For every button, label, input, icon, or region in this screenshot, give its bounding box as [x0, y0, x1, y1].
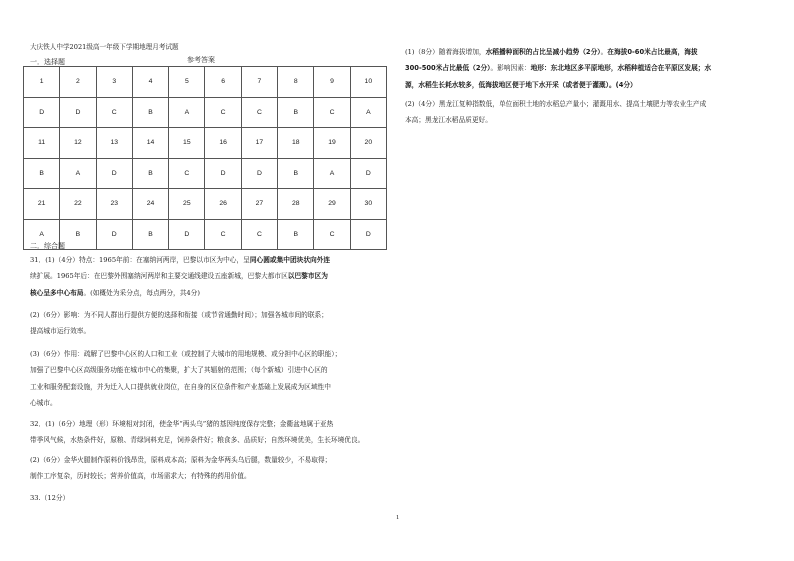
question-number-cell: 22: [60, 189, 96, 220]
answer-cell: D: [24, 97, 60, 128]
question-number-cell: 21: [24, 189, 60, 220]
question-number-cell: 1: [24, 67, 60, 98]
answer-cell: D: [169, 219, 205, 250]
q32-1-line2: 带季风气候，水热条件好，原粮、青绿饲料充足，饲养条件好；粮食多、品质好；自然环境优美，生长环境优良。: [30, 436, 365, 445]
q31-3-line2: 加强了巴黎中心区高级服务功能在城市中心的集聚，扩大了其辐射的范围；（每个新城）引进中心区的: [30, 366, 328, 375]
answer-cell: B: [132, 219, 168, 250]
q32-2-line2: 制作工序复杂，历时较长；营养价值高，市场需求大；有特殊的药用价值。: [30, 472, 251, 481]
answer-cell: C: [205, 219, 241, 250]
r-p1-line2: 300-500米占比最低（2分）。影响因素：地形：东北地区多平原地形，水稻种植适合在平原区发展；水: [405, 64, 712, 73]
answer-cell: A: [169, 97, 205, 128]
question-number-cell: 5: [169, 67, 205, 98]
question-number-cell: 19: [314, 128, 350, 159]
section1-title: 一．选择题: [30, 58, 65, 66]
question-number-cell: 26: [205, 189, 241, 220]
question-number-cell: 20: [350, 128, 386, 159]
question-number-cell: 24: [132, 189, 168, 220]
answer-cell: A: [350, 97, 386, 128]
q32-1-line1: 32．(1)（6分）地理（形）环境相对封闭，使金华“两头乌”猪的基因纯度保存完整；金衢盆地属于亚热: [30, 420, 334, 428]
question-number-cell: 15: [169, 128, 205, 159]
answer-cell: B: [60, 219, 96, 250]
grid-row: [24, 128, 387, 159]
q31-2-line2: 提高城市运行效率。: [30, 327, 91, 336]
question-number-cell: 9: [314, 67, 350, 98]
answer-cell: B: [24, 158, 60, 189]
question-number-cell: 11: [24, 128, 60, 159]
q31-1-line2: 续扩展。1965年后：在巴黎外围塞纳河两岸和主要交通线建设五座新城，巴黎大都市区以巴黎市区为: [30, 272, 328, 281]
question-number-cell: 16: [205, 128, 241, 159]
grid-row: [24, 189, 387, 220]
question-number-cell: 3: [96, 67, 132, 98]
question-number-cell: 29: [314, 189, 350, 220]
r-p2-line2: 本高；黑龙江水稻品质更好。: [405, 116, 492, 125]
answer-grid: [23, 66, 387, 250]
question-number-cell: 8: [278, 67, 314, 98]
left-answers: [30, 252, 395, 512]
question-number-cell: 25: [169, 189, 205, 220]
answer-cell: C: [205, 97, 241, 128]
question-number-cell: 12: [60, 128, 96, 159]
question-number-cell: 28: [278, 189, 314, 220]
answer-cell: C: [169, 158, 205, 189]
answer-cell: C: [314, 219, 350, 250]
grid-row: [24, 97, 387, 128]
question-number-cell: 30: [350, 189, 386, 220]
question-number-cell: 17: [241, 128, 277, 159]
answer-cell: B: [132, 158, 168, 189]
question-number-cell: 10: [350, 67, 386, 98]
question-number-cell: 18: [278, 128, 314, 159]
grid-row: [24, 158, 387, 189]
answer-cell: D: [350, 158, 386, 189]
r-p1-line1: (1)（8分）随着海拔增加，水稻播种面积的占比呈减小趋势（2分）。在海拔0-60米占比最高，海拔: [405, 48, 698, 56]
right-answers: [405, 44, 770, 134]
answer-cell: C: [241, 219, 277, 250]
answer-cell: D: [60, 97, 96, 128]
q31-1-line3: 核心呈多中心布局。(如概处为采分点，每点两分，共4分): [30, 288, 200, 297]
q31-3-line3: 工业和服务配套设施，并为迁入人口提供就业岗位，在自身的区位条件和产业基础上发展成为区域性中: [30, 382, 331, 391]
answer-cell: A: [24, 219, 60, 250]
page-number: 1: [396, 514, 400, 521]
answer-cell: B: [132, 97, 168, 128]
answer-cell: A: [60, 158, 96, 189]
q31-1-line1: 31．(1)（4分）特点：1965年前：在塞纳河两岸，巴黎以市区为中心，呈同心圆或集中团块状向外连: [30, 256, 331, 264]
answer-title: 参考答案: [187, 56, 215, 64]
question-number-cell: 7: [241, 67, 277, 98]
answer-cell: C: [241, 97, 277, 128]
answer-cell: D: [350, 219, 386, 250]
answer-cell: B: [278, 158, 314, 189]
answer-cell: D: [205, 158, 241, 189]
question-number-cell: 2: [60, 67, 96, 98]
question-number-cell: 27: [241, 189, 277, 220]
answer-cell: D: [96, 219, 132, 250]
question-number-cell: 14: [132, 128, 168, 159]
question-number-cell: 13: [96, 128, 132, 159]
section2-title: 二．综合题: [30, 242, 65, 250]
q33-line1: 33.（12分）: [30, 494, 70, 502]
answer-cell: C: [314, 97, 350, 128]
question-number-cell: 6: [205, 67, 241, 98]
grid-row: [24, 67, 387, 98]
question-number-cell: 4: [132, 67, 168, 98]
question-number-cell: 23: [96, 189, 132, 220]
answer-cell: D: [96, 158, 132, 189]
q31-2-line1: (2)（6分）影响：为不同人群出行提供方便的选择和衔接（或节省通勤时间）；加强各城市间的联系；: [30, 311, 328, 319]
exam-title: 大庆铁人中学2021级高一年级下学期地理月考试题: [30, 43, 179, 51]
answer-cell: B: [278, 219, 314, 250]
answer-cell: D: [241, 158, 277, 189]
q31-3-line4: 心城市。: [30, 398, 57, 407]
answer-cell: A: [314, 158, 350, 189]
answer-cell: C: [96, 97, 132, 128]
q31-3-line1: (3)（6分）作用：疏解了巴黎中心区的人口和工业（或控制了大城市的用地规模、或分担中心区的职能）；: [30, 350, 342, 358]
grid-row: [24, 219, 387, 250]
q32-2-line1: (2)（6分）金华火腿制作原料价钱昂贵，原料成本高；原料为金华两头乌后腿，数量较少，不易取得；: [30, 456, 332, 464]
answer-cell: B: [278, 97, 314, 128]
r-p2-line1: (2)（4分）黑龙江复种指数低，单位面积土地的水稻总产量小；灌溉用水、提高土壤肥力等农业生产成: [405, 100, 707, 108]
r-p1-line3: 源，水稻生长耗水较多，低海拔地区便于地下水开采（或者便于灌溉）。(4分）: [405, 80, 637, 89]
